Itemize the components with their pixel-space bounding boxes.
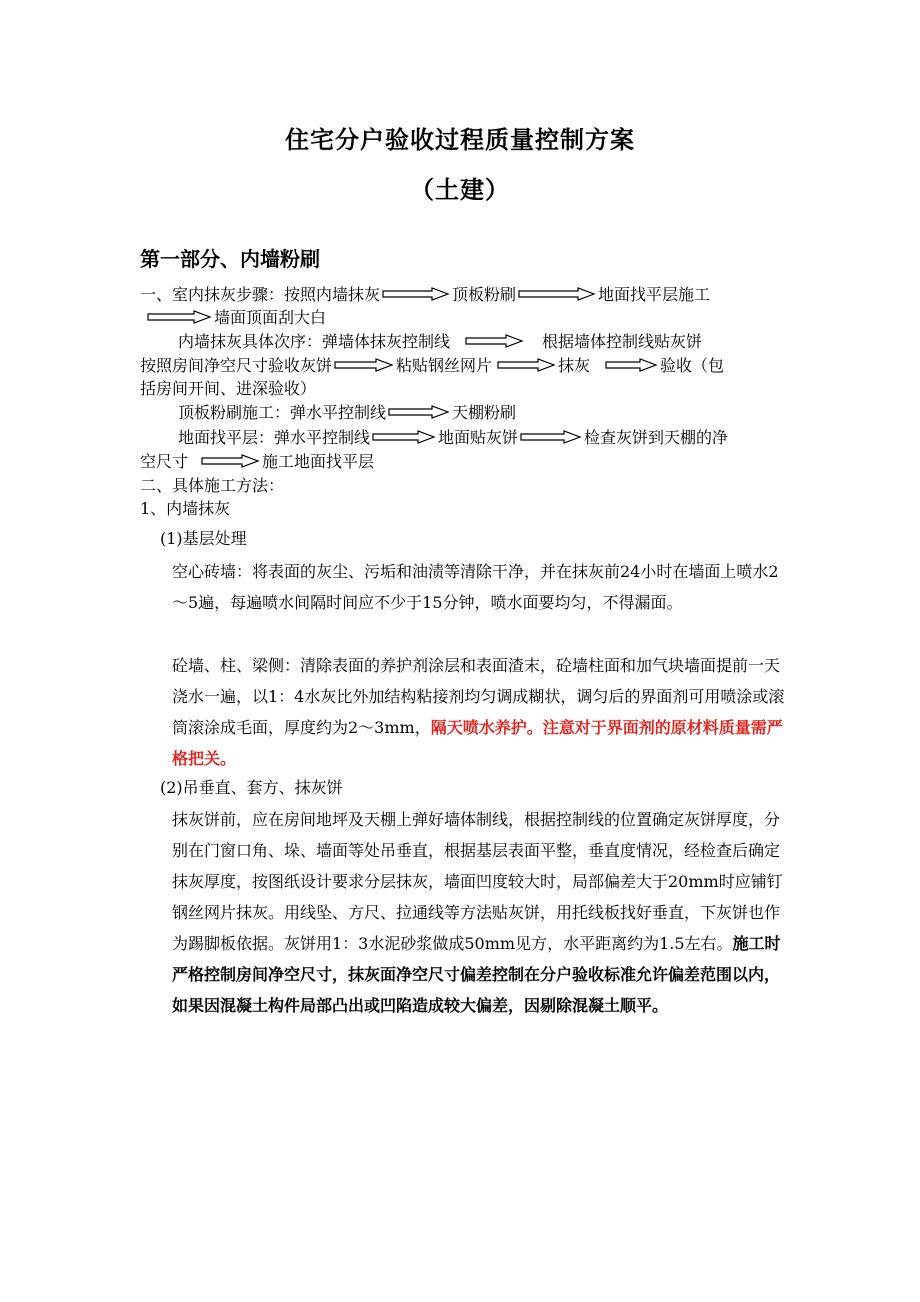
arrow-right-icon — [388, 403, 450, 425]
step-text: 根据墙体控制线贴灰饼 — [542, 332, 703, 351]
paragraph-emphasis: 施工时严格控制房间净空尺寸，抹灰面净空尺寸偏差控制在分户验收标准允许偏差范围以内，如果因混凝土构件局部凸出或凹陷造成较大偏差，因剔除混凝土顺平。 — [172, 934, 781, 1015]
step-text: 括房间开间、进深验收） — [140, 379, 317, 398]
document-title: 住宅分户验收过程质量控制方案 — [285, 125, 635, 154]
item-heading: 1、内墙抹灰 — [140, 499, 231, 518]
arrow-right-icon — [372, 428, 436, 450]
step-text: 顶板粉刷施工：弹水平控制线 — [178, 403, 387, 422]
step-text: 地面贴灰饼 — [438, 428, 519, 447]
step-text: 粘贴钢丝网片 — [396, 356, 493, 375]
paragraph-text: 抹灰饼前，应在房间地坪及天棚上弹好墙体制线，根据控制线的位置确定灰饼厚度，分别在门窗口角、垛、墙面等处吊垂直，根据基层表面平整，垂直度情况，经检查后确定抹灰厚度，按图纸设计要求分层抹灰，墙面凹度较大时，局部偏差大于20mm时应铺钉钢丝网片抹灰。用线坠、方尺、拉通线等方法贴灰饼，用托线板找好垂直，下灰饼也作为踢脚板依据。灰饼用1：3水泥砂浆做成50mm见方，水平距离约为1.5左右。 — [172, 810, 783, 953]
step-text: 一、室内抹灰步骤：按照内墙抹灰 — [140, 285, 381, 304]
order-line-2 — [140, 355, 724, 378]
floor-line-1 — [178, 427, 728, 450]
sub-heading: (1)基层处理 — [160, 529, 247, 548]
arrow-right-icon — [452, 332, 526, 354]
document-subtitle: （土建） — [410, 175, 510, 204]
step-text: 施工地面找平层 — [262, 452, 375, 471]
paragraph-text: 砼墙、柱、梁侧：清除表面的养护剂涂层和表面渣末，砼墙柱面和加气块墙面提前一天浇水一遍，以1：4水灰比外加结构粘接剂均匀调成糊状，调匀后的界面剂可用喷涂或滚筒滚涂成毛面，厚度约为2～3mm， — [172, 656, 785, 737]
step-text: 空尺寸 — [140, 452, 189, 471]
step-text: 内墙抹灰具体次序：弹墙体抹灰控制线 — [178, 332, 451, 351]
step-line-1 — [140, 284, 710, 307]
step-text: 顶板粉刷 — [452, 285, 517, 304]
step-text: 验收（包 — [660, 356, 725, 375]
floor-line-2 — [140, 451, 374, 474]
paragraph-highlight: 隔天喷水养护。注意对于界面剂的原材料质量需严格把关。 — [172, 718, 783, 768]
step-text: 天棚粉刷 — [452, 403, 517, 422]
step-text: 检查灰饼到天棚的净 — [584, 428, 729, 447]
arrow-right-icon — [198, 452, 260, 474]
arrow-right-icon — [592, 356, 658, 378]
paragraph-text: 空心砖墙：将表面的灰尘、污垢和油渍等清除干净，并在抹灰前24小时在墙面上喷水2～5遍，每遍喷水间隔时间应不少于15分钟，喷水面要均匀，不得漏面。 — [172, 562, 779, 612]
section-heading: 第一部分、内墙粉刷 — [140, 247, 320, 271]
step-text: 地面找平层施工 — [598, 285, 711, 304]
paragraph-hollow-brick — [172, 556, 787, 618]
order-line-1 — [178, 331, 702, 354]
ceiling-line — [178, 402, 516, 425]
step-text: 墙面顶面刮大白 — [214, 308, 327, 327]
methods-heading: 二、具体施工方法： — [140, 476, 285, 495]
arrow-right-icon — [518, 285, 596, 307]
arrow-right-icon — [142, 308, 212, 330]
arrow-right-icon — [520, 428, 582, 450]
arrow-right-icon — [334, 356, 394, 378]
arrow-right-icon — [494, 356, 556, 378]
step-text: 抹灰 — [558, 356, 591, 375]
order-line-3 — [140, 378, 316, 400]
step-text: 按照房间净空尺寸验收灰饼 — [140, 356, 333, 375]
sub-heading: (2)吊垂直、套方、抹灰饼 — [160, 778, 343, 797]
step-text: 地面找平层：弹水平控制线 — [178, 428, 371, 447]
arrow-right-icon — [382, 285, 450, 307]
paragraph-plaster-cake — [172, 804, 787, 1021]
step-line-1b — [140, 307, 326, 330]
paragraph-concrete — [172, 650, 787, 774]
